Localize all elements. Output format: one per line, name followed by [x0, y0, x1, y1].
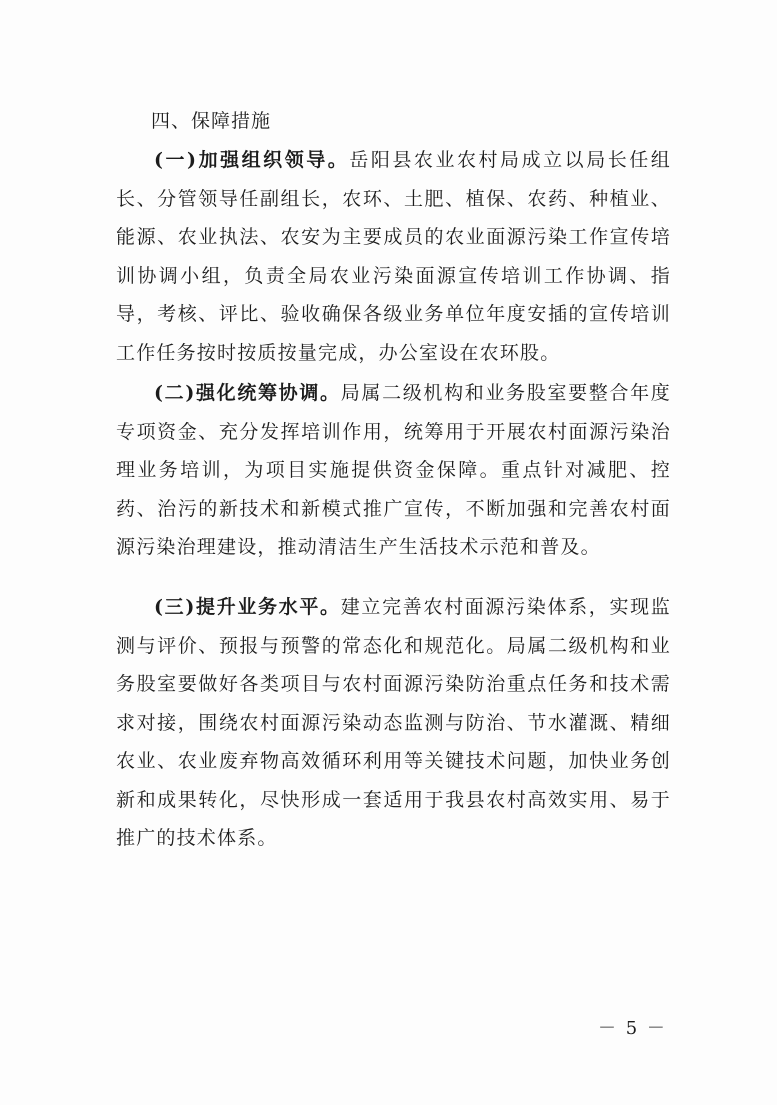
paragraph-coordination: [116, 374, 671, 567]
page-number: － 5 －: [598, 1018, 667, 1039]
paragraph-lead: (一)加强组织领导。: [154, 149, 350, 171]
paragraph-body: 局属二级机构和业务股室要整合年度专项资金、充分发挥培训作用，统筹用于开展农村面源污染治理业务培训，为项目实施提供资金保障。重点针对减肥、控药、治污的新技术和新模式推广宣传，不断加强和完善农村面源污染治理建设，推动清洁生产生活技术示范和普及。: [116, 382, 672, 558]
paragraph-lead: (三)提升业务水平。: [154, 596, 341, 618]
paragraph-body: 岳阳县农业农村局成立以局长任组长、分管领导任副组长，农环、土肥、植保、农药、种植业、能源、农业执法、农安为主要成员的农业面源污染工作宣传培训协调小组，负责全局农业污染面源宣传培训工作协调、指导，考核、评比、验收确保各级业务单位年度安插的宣传培训工作任务按时按质按量完成，办公室设在农环股。: [116, 149, 671, 364]
paragraph-body: 建立完善农村面源污染体系，实现监测与评价、预报与预警的常态化和规范化。局属二级机构和业务股室要做好各类项目与农村面源污染防治重点任务和技术需求对接，围绕农村面源污染动态监测与防治、节水灌溉、精细农业、农业废弃物高效循环利用等关键技术问题，加快业务创新和成果转化，尽快形成一套适用于我县农村高效实用、易于推广的技术体系。: [116, 596, 672, 849]
section-title: 四、保障措施: [151, 110, 272, 132]
paragraph-lead: (二)强化统筹协调。: [154, 382, 341, 404]
paragraph-organization: [116, 141, 671, 372]
paragraph-business-level: [116, 588, 671, 858]
